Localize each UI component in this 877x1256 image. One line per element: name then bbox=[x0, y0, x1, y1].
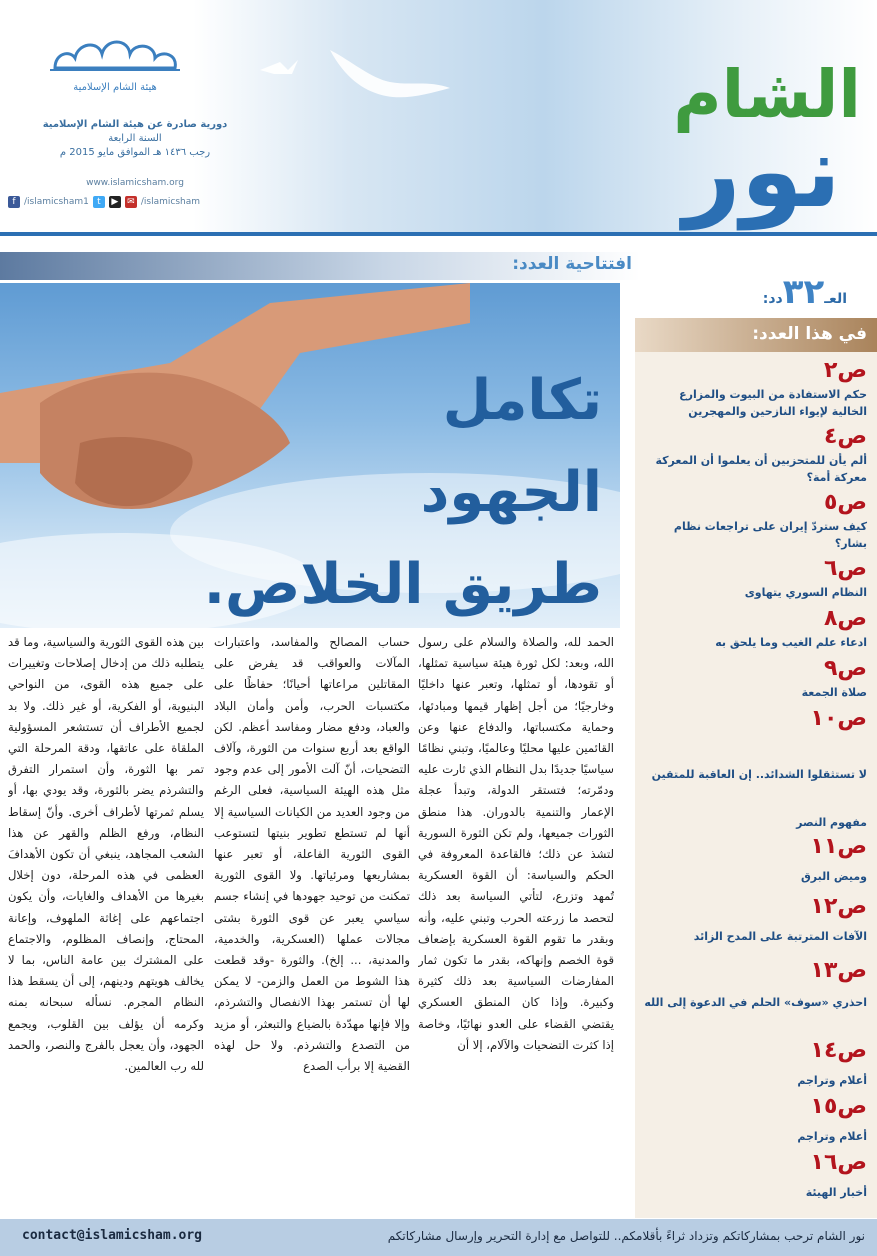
publication-info bbox=[20, 118, 250, 160]
toc-title-9[interactable]: صلاة الجمعة bbox=[801, 686, 867, 699]
date-line: رجب ١٤٣٦ هـ الموافق مايو 2015 م bbox=[59, 147, 211, 158]
toc-title-12[interactable]: الآفات المترتبة على المدح الزائد bbox=[693, 930, 867, 943]
issue-label-suffix: دد: bbox=[762, 291, 783, 307]
facebook-icon[interactable]: f bbox=[8, 196, 20, 208]
hero-line-1: تكامل bbox=[442, 368, 602, 433]
social-links bbox=[8, 194, 248, 210]
editorial-label: افتتاحية العدد: bbox=[512, 254, 632, 274]
toc-page-10[interactable]: ص١٠ bbox=[810, 706, 867, 731]
toc-page-5[interactable]: ص٥ bbox=[823, 490, 867, 515]
title-word-sham: الشام bbox=[673, 56, 861, 133]
hero-line-2: الجهود bbox=[420, 460, 602, 525]
article-text-col-3: بين هذه القوى الثورية والسياسية، وما قد يتطلبه ذلك من إدخال إصلاحات وتغييرات على جميع هذه القوى، من النواحي البنيوية، أو الفكرية، أو غير ذلك. ولا بد لجميع الأطراف أن تستشعر المسؤولية الملقاة على عاتقها، ودقة المرحلة التي تمر بها الثورة، وأن استمرار التفرق والتشرذم يضر بالثورة، وقد يودي بها، أو يسلم ثمرتها لأطراف أخرى. وأنّ إسقاط النظام، ورفع الظلم والقهر عن هذا الشعب المجاهد، ينبغي أن تكون الأهدافَ العظمى في هذه المرحلة، دون إخلال بغيرها من الأهداف والغايات، وأن يكون اجتماعهم على إغاثة الملهوف، وإعانة المحتاج، وإنصاف المظلوم، والاجتماع على المشترك بين عامة الناس، بما لا يخالف هويتهم ودينهم، إلى أن يسقط هذا النظام المجرم. نسأله سبحانه بمنه وكرمه أن يؤلف بين القلوب، ويجمع الجهود، وأن يعجل بالفرج والنصر، والحمد لله رب العالمين. bbox=[8, 635, 204, 1074]
website-url[interactable]: www.islamicsham.org bbox=[86, 178, 184, 188]
article-column-2 bbox=[214, 632, 410, 1212]
table-of-contents bbox=[635, 318, 877, 1218]
masthead bbox=[0, 0, 877, 235]
year-label: السنة الرابعة bbox=[108, 133, 162, 144]
toc-page-16[interactable]: ص١٦ bbox=[810, 1150, 867, 1175]
toc-page-6[interactable]: ص٦ bbox=[823, 556, 867, 581]
logo bbox=[40, 28, 190, 98]
toc-heading: في هذا العدد: bbox=[752, 324, 867, 344]
toc-page-2[interactable]: ص٢ bbox=[823, 358, 867, 383]
toc-title-10[interactable]: لا تستثقلوا الشدائد.. إن العاقبة للمتقين bbox=[651, 768, 867, 781]
toc-title-8[interactable]: ادعاء علم الغيب وما يلحق به bbox=[715, 636, 867, 649]
article-text-col-1: الحمد لله، والصلاة والسلام على رسول الله، وبعد: لكل ثورة هيئة سياسية تمثلها، أو تقودها، أو تمثلها، وتعبر عنها داخليًا وخارجيًا؛ من أجل إظهار قيمها ومبادئها، وحماية مكتسباتها، والدفاع عنها وعن القائمين عليها محليًا وعالميًا، وتبني نظامًا سياسيًا جديدًا بدل النظام الذي ثارت عليه ودمّرته؛ فتستقر الدولة، وتبدأ عجلة الإعمار والتنمية بالدوران. هذا منطق الثورات جميعها، ولم تكن الثورة السورية لتشذ عن ذلك؛ فالقاعدة المعروفة في الحكم والسياسة: أن القوة العسكرية تُمهد وتزرع، لتأتي السياسة بعد ذلك لتحصد ما زرعته الحرب وتبني عليه، وأنه وبقدر ما تقوم القوة العسكرية بإضعاف قوة الخصم وإنهاكه، بقدر ما تكون ثمار المفارضات السياسية بعد ذلك كثيرة وكبيرة. وإذا كان المنطق العسكري يقتضي القضاء على العدو نهائيًا، وخاصة إذا كثرت التضحيات والآلام، إلا أن bbox=[418, 635, 614, 1052]
hero-image bbox=[0, 283, 620, 628]
publication-desc: دورية صادرة عن هيئة الشام الإسلامية bbox=[42, 119, 228, 130]
birds-illustration bbox=[240, 30, 470, 120]
toc-page-15[interactable]: ص١٥ bbox=[810, 1094, 867, 1119]
footer bbox=[0, 1219, 877, 1256]
toc-title-13[interactable]: احذري «سوف» الحلم في الدعوة إلى الله bbox=[644, 996, 867, 1009]
toc-title-11[interactable]: وميض البرق bbox=[800, 870, 867, 883]
toc-title-2[interactable]: حكم الاستفادة من البيوت والمزارع الخالية لإيواء النازحين والمهجرين bbox=[679, 388, 867, 418]
issue-digits: ٣٢ bbox=[782, 272, 825, 312]
twitter-icon[interactable]: t bbox=[93, 196, 105, 208]
editorial-banner bbox=[0, 252, 640, 280]
toc-page-14[interactable]: ص١٤ bbox=[810, 1038, 867, 1063]
hero-line-3: طريق الخلاص. bbox=[203, 552, 602, 617]
contact-email-link[interactable]: contact@islamicsham.org bbox=[22, 1228, 203, 1243]
toc-page-8[interactable]: ص٨ bbox=[823, 606, 867, 631]
toc-title-6[interactable]: النظام السوري يتهاوى bbox=[744, 586, 867, 599]
hero-headline bbox=[182, 355, 602, 628]
toc-page-11[interactable]: ص١١ bbox=[810, 834, 867, 859]
toc-title-14[interactable]: أعلام وتراجم bbox=[797, 1074, 867, 1087]
toc-page-9[interactable]: ص٩ bbox=[823, 656, 867, 681]
toc-title-4[interactable]: ألم يأن للمتحزبين أن يعلموا أن المعركة معركة أمة؟ bbox=[655, 454, 867, 484]
email-icon[interactable]: ✉ bbox=[125, 196, 137, 208]
youtube-icon[interactable]: ▶ bbox=[109, 196, 121, 208]
footer-text: نور الشام ترحب بمشاركاتكم وتزداد ثراءً بأقلامكم.. للتواصل مع إدارة التحرير وإرسال مشاركاتكم bbox=[387, 1229, 865, 1243]
magazine-title bbox=[541, 55, 861, 235]
toc-title-5[interactable]: كيف ستردّ إيران على تراجعات نظام بشار؟ bbox=[673, 520, 867, 550]
issue-label-prefix: العـ bbox=[824, 291, 847, 307]
logo-emblem-icon bbox=[40, 28, 190, 78]
toc-title-16[interactable]: أخبار الهيئة bbox=[805, 1186, 867, 1199]
social-handle-other[interactable]: /islamicsham bbox=[140, 197, 200, 207]
toc-page-4[interactable]: ص٤ bbox=[823, 424, 867, 449]
masthead-divider bbox=[0, 232, 877, 236]
toc-heading-bar bbox=[635, 318, 877, 352]
title-word-noor: نور bbox=[683, 113, 841, 230]
toc-page-12[interactable]: ص١٢ bbox=[810, 894, 867, 919]
logo-text: هيئة الشام الإسلامية bbox=[73, 82, 157, 93]
issue-number bbox=[697, 272, 847, 312]
toc-title-victory[interactable]: مفهوم النصر bbox=[796, 816, 867, 829]
toc-title-15[interactable]: أعلام وتراجم bbox=[797, 1130, 867, 1143]
toc-page-13[interactable]: ص١٣ bbox=[810, 958, 867, 983]
article-column-3 bbox=[8, 632, 204, 1212]
article-text-col-2: حساب المصالح والمفاسد، واعتبارات المآلات والعواقب قد يفرض على المقاتلين مراعاتها أحيانًا؛ حفاظًا على مكتسبات الحرب، وأمن وأمان البلاد والعباد، ودفع مضار ومفاسد أعظم. لكن الواقع بعد أربع سنوات من الثورة، وآلاف التضحيات، أنّ آلت الأمور إلى عدم وجود مثل هذه الهيئة السياسية، فعلى الرغم من وجود العديد من الكيانات السياسية إلا أنها لم تستطع تطوير بنيتها لتستوعب القوى الثورية الفاعلة، أو تعبر عنها بمشاريعها ومرئياتها. ولا القوى الثورية تمكنت من توحيد جهودها في إنشاء جسم سياسي يعبر عن قوى الثورة بشتى مجالات عملها (العسكرية، والخدمية، والمدنية، ... إلخ). والثورة -وقد قطعت هذا الشوط من العمل والزمن- لا يمكن لها أن تستمر بهذا الانفصال والتشرذم، وإلا فإنها مهدّدة بالضياع والتبعثر، أو مزيد من التصدع والتشرذم. ولا حل لهذه القضية إلا برأب الصدع bbox=[214, 635, 410, 1074]
social-handle-facebook[interactable]: /islamicsham1 bbox=[24, 197, 89, 207]
article-column-1 bbox=[418, 632, 614, 1212]
